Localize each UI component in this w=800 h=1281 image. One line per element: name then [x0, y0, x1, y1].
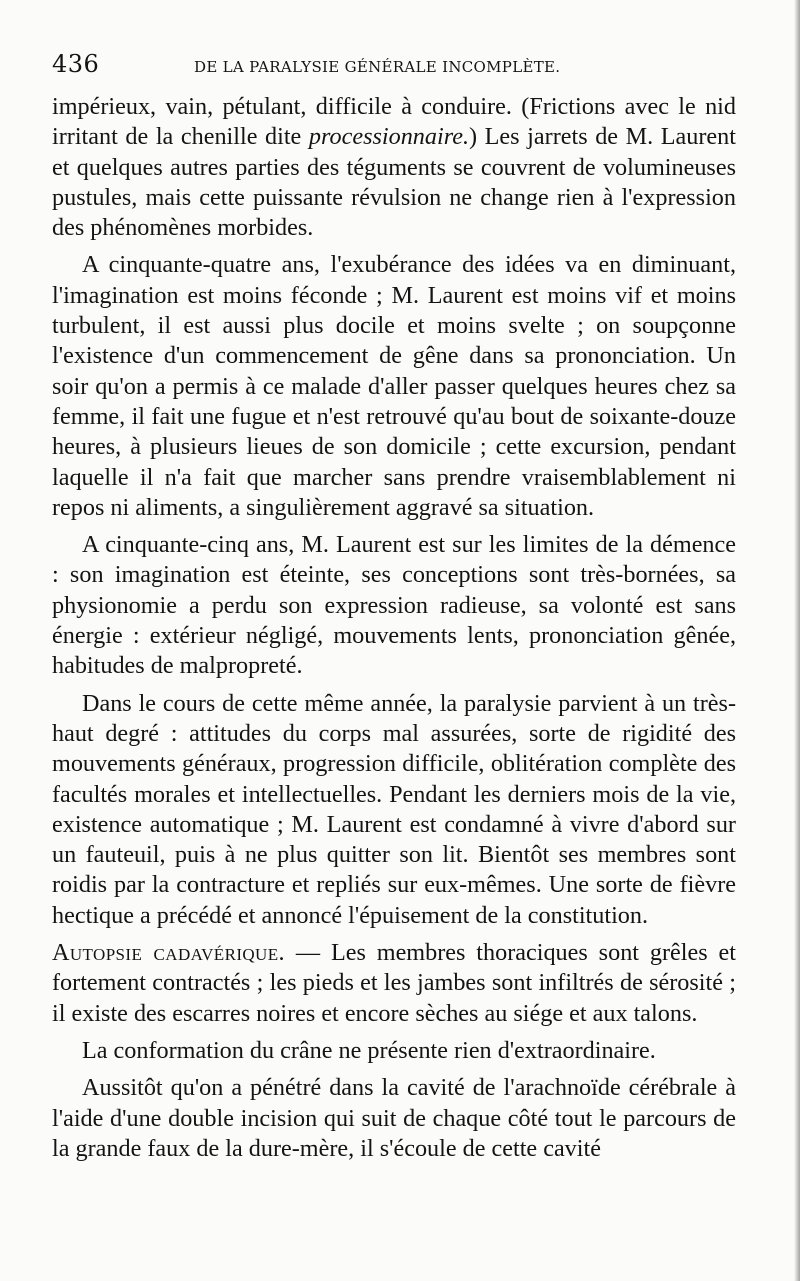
paragraph-1: [52, 92, 736, 243]
body-text: [52, 92, 736, 1164]
paragraph-4: Dans le cours de cette même année, la paralysie parvient à un très-haut degré : attitudes du corps mal assurées, sorte de rigidité des mouvements généraux, progression difficile, oblitération complète des facultés morales et intellectuelles. Pendant les derniers mois de la vie, existence automatique ; M. Laurent est condamné à vivre d'abord sur un fauteuil, puis à ne plus quitter son lit. Bientôt ses membres sont roidis par la contracture et repliés sur eux-mêmes. Une sorte de fièvre hectique a précédé et annoncé l'épuisement de la constitution.: [52, 689, 736, 929]
paragraph-5-text: — Les membres thoraciques sont grêles et fortement contractés ; les pieds et les jambes sont infiltrés de sérosité ; il existe des escarres noires et encore sèches au siége et aux talons.: [52, 939, 736, 1027]
paragraph-1-after: ) Les jarrets de M. Laurent et quelques autres parties des téguments se couvrent de volumineuses pustules, mais cette puissante révulsion ne change rien à l'expression des phénomènes morbides.: [52, 123, 736, 242]
paragraph-1-before: impérieux, vain, pétulant, difficile à conduire. (Frictions avec le nid irritant de la chenille dite: [52, 93, 736, 151]
page-edge-shadow: [794, 0, 800, 1281]
paragraph-7: Aussitôt qu'on a pénétré dans la cavité de l'arachnoïde cérébrale à l'aide d'une double incision qui suit de chaque côté tout le parcours de la grande faux de la dure-mère, il s'écoule de cette cavité: [52, 1074, 736, 1162]
paragraph-5: [52, 938, 736, 1029]
running-title: DE LA PARALYSIE GÉNÉRALE INCOMPLÈTE.: [194, 58, 561, 76]
page-header: [52, 48, 736, 90]
paragraph-3: A cinquante-cinq ans, M. Laurent est sur les limites de la démence : son imagination est éteinte, ses conceptions sont très-bornées, sa physionomie a perdu son expression radieuse, sa volonté est sans énergie : extérieur négligé, mouvements lents, prononciation gênée, habitudes de malpropreté.: [52, 531, 736, 680]
paragraph-1-italic: processionnaire.: [308, 123, 470, 151]
paragraph-2: A cinquante-quatre ans, l'exubérance des idées va en diminuant, l'imagination est moins féconde ; M. Laurent est moins vif et moins turbulent, il est aussi plus docile et moins svelte ; on soupçonne l'existence d'un commencement de gêne dans sa prononciation. Un soir qu'on a permis à ce malade d'aller passer quelques heures chez sa femme, il fait une fugue et n'est retrouvé qu'au bout de soixante-douze heures, à plusieurs lieues de son domicile ; cette excursion, pendant laquelle il n'a fait que marcher sans prendre vraisemblablement ni repos ni aliments, a singulièrement aggravé sa situation.: [52, 251, 736, 521]
paragraph-6: La conformation du crâne ne présente rien d'extraordinaire.: [82, 1036, 656, 1064]
page-number: 436: [52, 50, 100, 78]
section-lead: Autopsie cadavérique.: [52, 939, 285, 967]
